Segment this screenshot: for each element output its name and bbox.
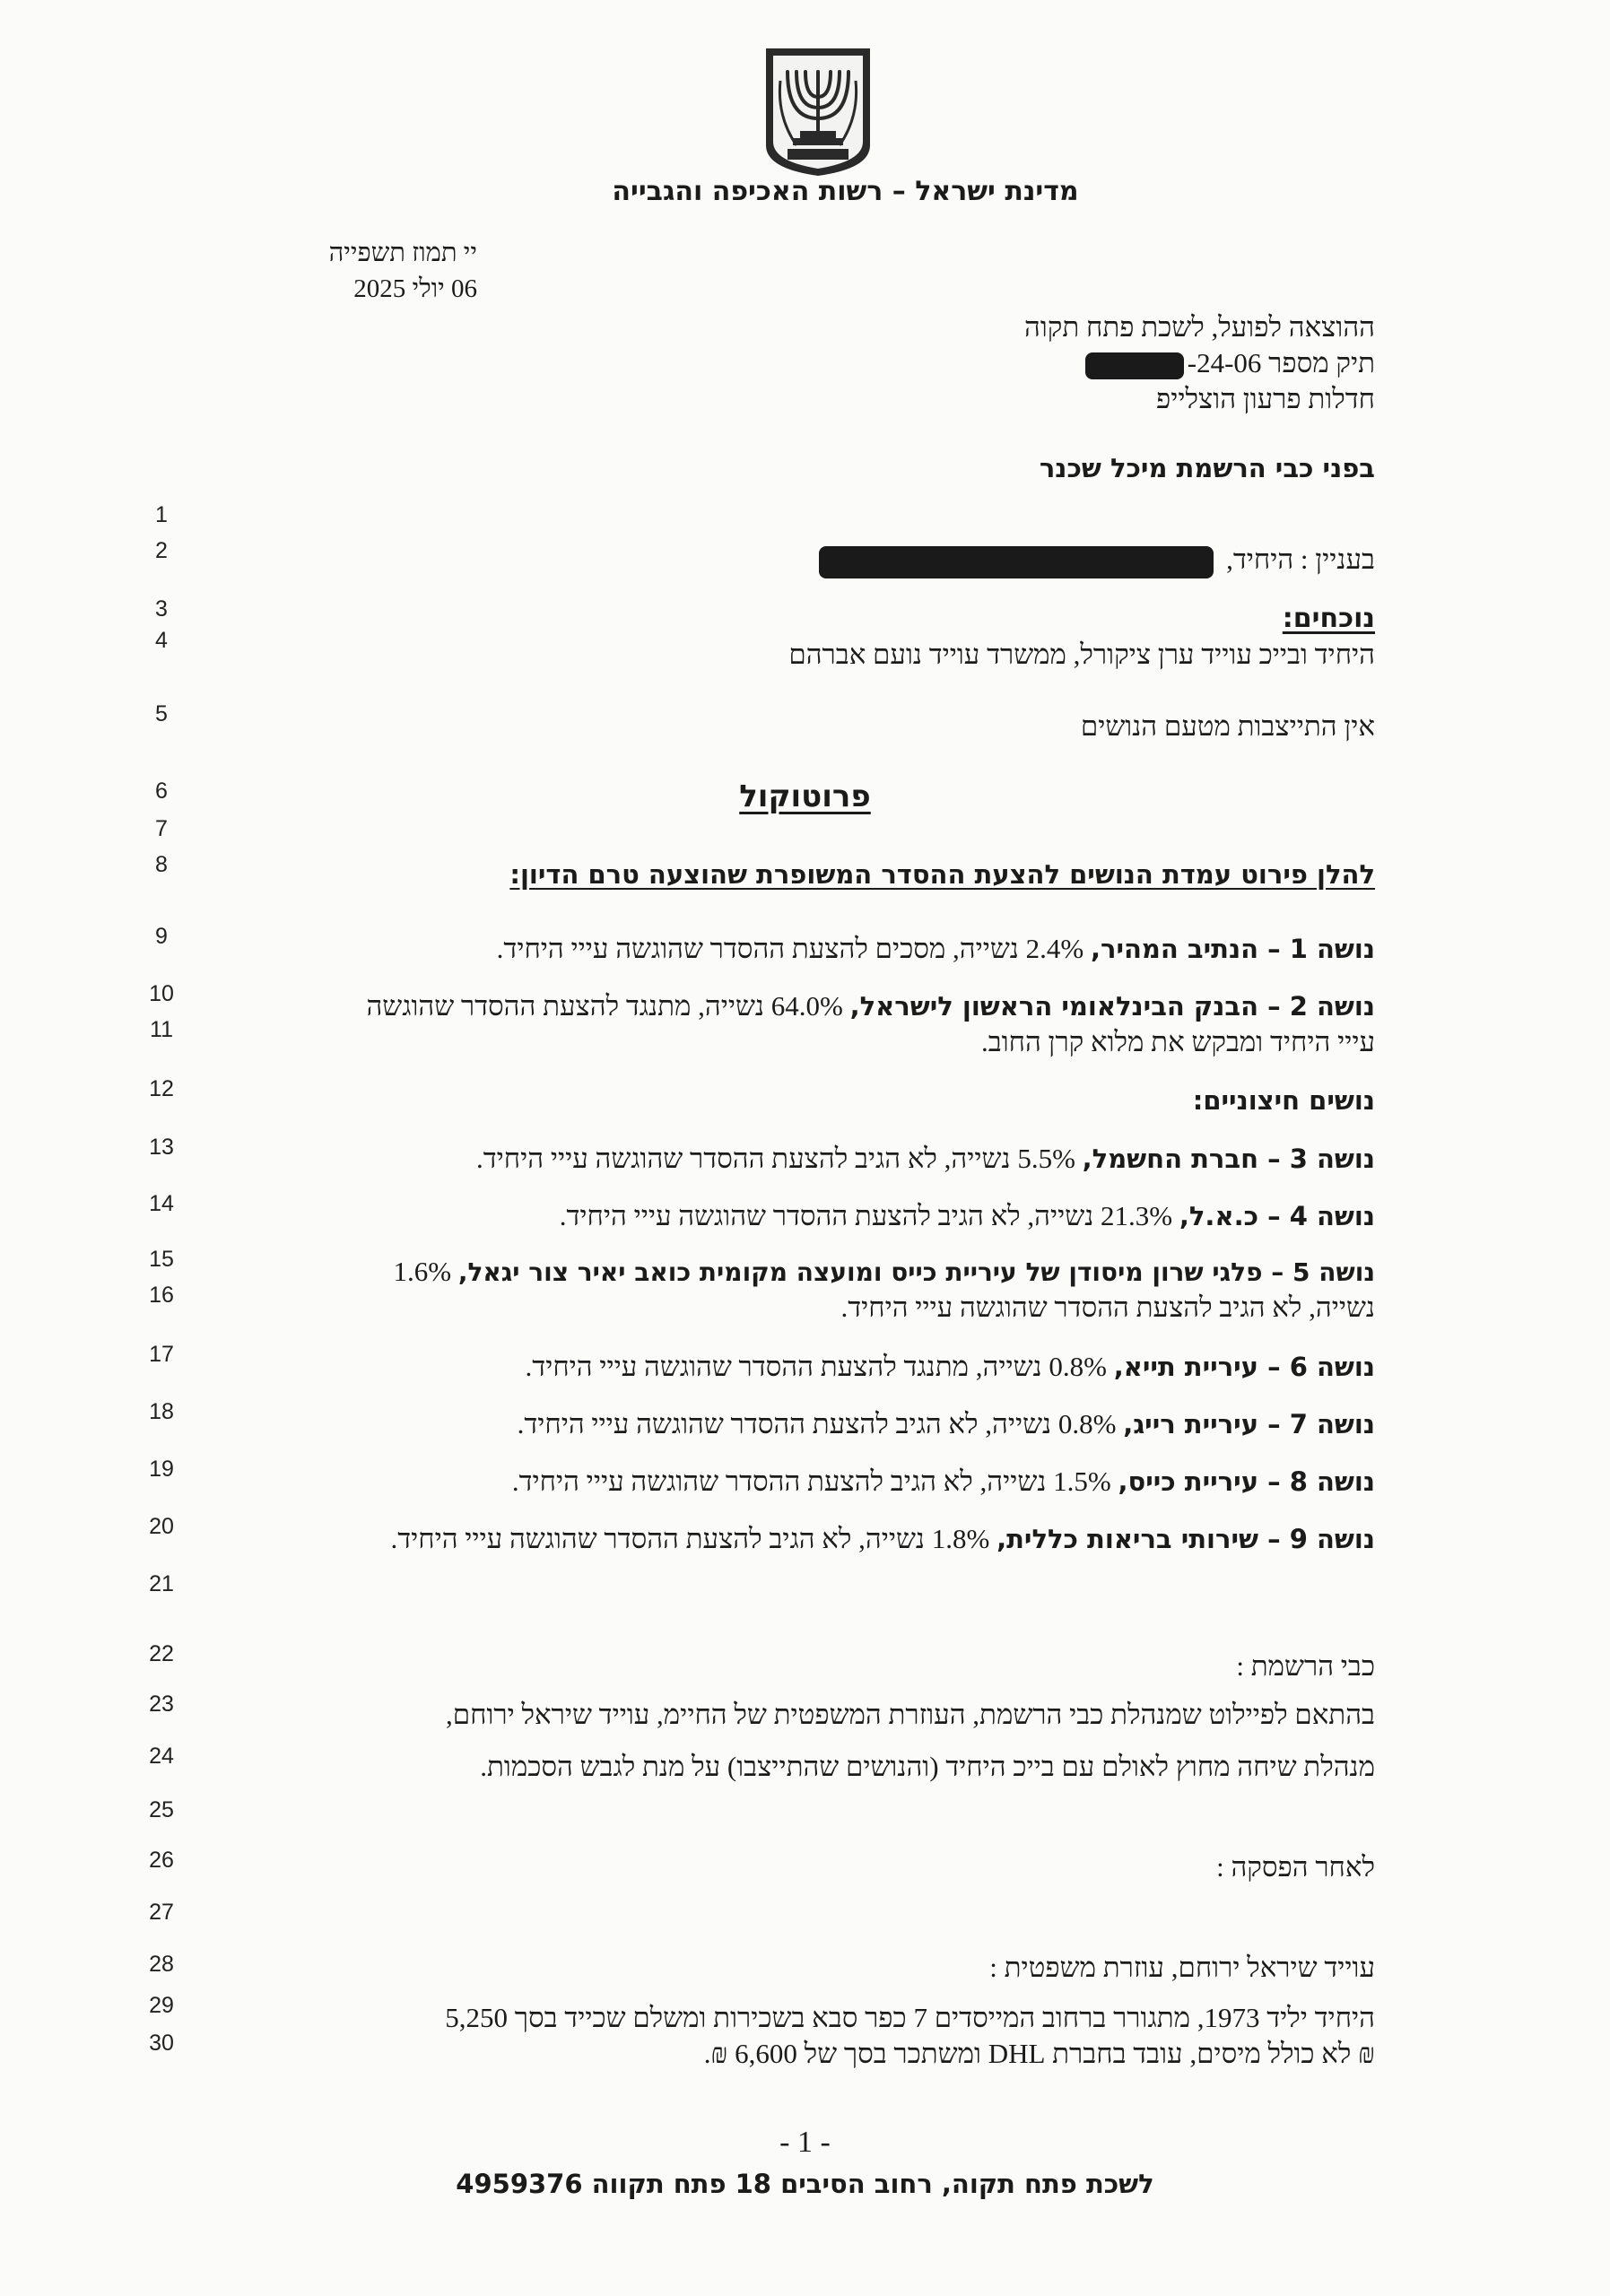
line-number: 27 bbox=[149, 1900, 174, 1925]
line-number: 30 bbox=[149, 2031, 174, 2056]
line-number: 22 bbox=[149, 1641, 174, 1666]
line-number: 6 bbox=[155, 778, 168, 804]
creditor-1: נושה 1 – הנתיב המהיר, 2.4% נשייה, מסכים להצעת ההסדר שהוגשה עייי היחיד. bbox=[496, 933, 1375, 964]
registrar-label: כבי הרשמת : bbox=[1236, 1650, 1375, 1682]
creditor-5: נושה 5 – פלגי שרון מיסודן של עיריית כייס ומועצה מקומית כואב יאיר צור יגאל, 1.6% bbox=[393, 1256, 1375, 1287]
line-number: 10 bbox=[149, 981, 174, 1006]
protocol-title: פרוטוקול bbox=[739, 778, 871, 814]
line-number: 19 bbox=[149, 1457, 174, 1482]
protocol-intro: להלן פירוט עמדת הנושים להצעת ההסדר המשופרת שהוצעה טרם הדיון: bbox=[509, 859, 1375, 890]
after-break-label: לאחר הפסקה : bbox=[1216, 1851, 1375, 1883]
line-number: 9 bbox=[155, 924, 168, 949]
line-number: 23 bbox=[149, 1692, 174, 1717]
creditor-2-continued: עייי היחיד ומבקש את מלוא קרן החוב. bbox=[981, 1026, 1375, 1057]
creditor-7: נושה 7 – עיריית רייג, 0.8% נשייה, לא הגיב להצעת ההסדר שהוגשה עייי היחיד. bbox=[517, 1408, 1375, 1439]
creditor-9: נושה 9 – שירותי בריאות כללית, 1.8% נשייה, לא הגיב להצעת ההסדר שהוגשה עייי היחיד. bbox=[390, 1523, 1375, 1554]
redaction-mark bbox=[1085, 352, 1184, 379]
assistant-label: עוייד שיראל ירוחם, עוזרת משפטית : bbox=[989, 1952, 1375, 1983]
line-number: 28 bbox=[149, 1952, 174, 1977]
line-number: 17 bbox=[149, 1342, 174, 1367]
creditor-3: נושה 3 – חברת החשמל, 5.5% נשייה, לא הגיב להצעת ההסדר שהוגשה עייי היחיד. bbox=[476, 1143, 1375, 1174]
line-number: 13 bbox=[149, 1135, 174, 1160]
creditor-8: נושה 8 – עיריית כייס, 1.5% נשייה, לא הגיב להצעת ההסדר שהוגשה עייי היחיד. bbox=[511, 1465, 1375, 1497]
line-number: 7 bbox=[155, 816, 168, 841]
hebrew-date: יי תמוז תשפייה bbox=[328, 239, 477, 267]
line-number: 16 bbox=[149, 1283, 174, 1308]
line-number: 2 bbox=[155, 538, 168, 563]
gregorian-date: 06 יולי 2025 bbox=[353, 274, 477, 303]
line-number: 24 bbox=[149, 1744, 174, 1769]
line-number: 14 bbox=[149, 1191, 174, 1216]
matter-line: בעניין : היחיד, bbox=[819, 544, 1375, 578]
redaction-mark bbox=[819, 546, 1214, 578]
office-name: ההוצאה לפועל, לשכת פתח תקוה bbox=[1024, 311, 1375, 343]
creditor-4: נושה 4 – כ.א.ל, 21.3% נשייה, לא הגיב להצעת ההסדר שהוגשה עייי היחיד. bbox=[559, 1200, 1375, 1231]
line-number: 11 bbox=[150, 1017, 173, 1042]
case-details bbox=[1024, 309, 1375, 417]
line-number: 15 bbox=[149, 1247, 174, 1272]
line-number: 1 bbox=[155, 502, 168, 527]
registrar-line-2: מנהלת שיחה מחוץ לאולם עם בייכ היחיד (והנושים שהתייצבו) על מנת לגבש הסכמות. bbox=[480, 1751, 1375, 1782]
before-registrar: בפני כבי הרשמת מיכל שכנר bbox=[1039, 453, 1375, 483]
present-text: היחיד ובייכ עוייד ערן ציקורל, ממשרד עוייד נועם אברהם bbox=[788, 639, 1375, 670]
line-number: 3 bbox=[155, 596, 168, 622]
line-number: 4 bbox=[155, 628, 168, 653]
line-number: 26 bbox=[149, 1848, 174, 1873]
page-number: - 1 - bbox=[779, 2126, 831, 2159]
line-number: 21 bbox=[149, 1571, 174, 1596]
creditor-5-continued: נשייה, לא הגיב להצעת ההסדר שהוגשה עייי היחיד. bbox=[840, 1292, 1375, 1323]
agency-title: מדינת ישראל – רשות האכיפה והגבייה bbox=[612, 176, 1079, 207]
no-appearance-text: אין התייצבות מטעם הנושים bbox=[1080, 710, 1375, 742]
proceeding-type: חדלות פרעון הוצלייפ bbox=[1156, 383, 1375, 414]
creditor-6: נושה 6 – עיריית תייא, 0.8% נשייה, מתנגד להצעת ההסדר שהוגשה עייי היחיד. bbox=[525, 1351, 1375, 1382]
line-number: 5 bbox=[155, 701, 168, 726]
line-number: 8 bbox=[155, 852, 168, 877]
registrar-line-1: בהתאם לפיילוט שמנהלת כבי הרשמת, העוזרת המשפטית של החיימ, עוייד שיראל ירוחם, bbox=[446, 1699, 1375, 1730]
line-number: 12 bbox=[149, 1076, 174, 1101]
line-number: 18 bbox=[149, 1399, 174, 1424]
date-block bbox=[244, 235, 477, 307]
assistant-line-1: היחיד יליד 1973, מתגורר ברחוב המייסדים 7 כפר סבא בשכירות ומשלם שכייד בסך 5,250 bbox=[445, 2002, 1375, 2033]
menorah-emblem-icon bbox=[761, 45, 875, 178]
file-number: תיק מספר 24-06- bbox=[1024, 345, 1375, 381]
footer-address: לשכת פתח תקוה, רחוב הסיבים 18 פתח תקווה 4959376 bbox=[456, 2169, 1154, 2199]
external-creditors-heading: נושים חיצוניים: bbox=[1192, 1085, 1375, 1116]
line-number: 29 bbox=[149, 1993, 174, 2018]
line-number: 25 bbox=[149, 1797, 174, 1822]
assistant-line-2: ₪ לא כולל מיסים, עובד בחברת DHL ומשתכר בסך של 6,600 ₪. bbox=[703, 2038, 1375, 2069]
present-label: נוכחים: bbox=[1282, 603, 1375, 634]
creditor-2: נושה 2 – הבנק הבינלאומי הראשון לישראל, 64.0% נשייה, מתנגד להצעת ההסדר שהוגשה bbox=[366, 990, 1375, 1022]
line-number: 20 bbox=[149, 1514, 174, 1539]
